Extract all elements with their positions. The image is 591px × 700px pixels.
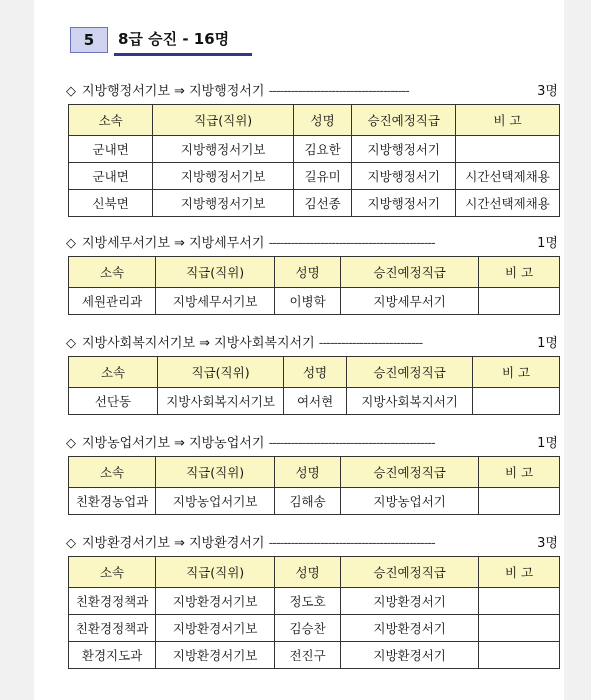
cell-name: 길유미 bbox=[293, 163, 351, 190]
cell-promoted-rank: 지방환경서기 bbox=[341, 615, 479, 642]
section-number: 5 bbox=[70, 27, 108, 53]
cell-remarks bbox=[479, 588, 560, 615]
cell-dept: 친환경정책과 bbox=[69, 588, 156, 615]
group-title-tax bbox=[66, 232, 558, 252]
header-dept: 소속 bbox=[69, 105, 153, 136]
cell-dept: 친환경정책과 bbox=[69, 615, 156, 642]
cell-dept: 선단동 bbox=[69, 388, 158, 415]
cell-rank: 지방환경서기보 bbox=[156, 642, 275, 669]
table-tax bbox=[68, 256, 560, 315]
header-rank: 직급(직위) bbox=[156, 557, 275, 588]
group-count: 1명 bbox=[537, 336, 558, 351]
table-row bbox=[69, 615, 560, 642]
group-title-environment bbox=[66, 532, 558, 552]
group-title-text: 지방농업서기보 ⇒ 지방농업서기 bbox=[82, 436, 265, 451]
table-row bbox=[69, 488, 560, 515]
group-title-text: 지방사회복지서기보 ⇒ 지방사회복지서기 bbox=[82, 336, 315, 351]
cell-remarks: 시간선택제채용 bbox=[456, 163, 560, 190]
cell-rank: 지방환경서기보 bbox=[156, 615, 275, 642]
section-title-underline bbox=[114, 53, 252, 56]
dash-leader: -------------------------------------- bbox=[268, 84, 409, 99]
cell-name: 김해송 bbox=[275, 488, 341, 515]
cell-dept: 군내면 bbox=[69, 163, 153, 190]
diamond-icon: ◇ bbox=[66, 84, 76, 99]
cell-name: 여서현 bbox=[284, 388, 347, 415]
table-agriculture bbox=[68, 456, 560, 515]
header-promoted-rank: 승진예정직급 bbox=[341, 557, 479, 588]
cell-remarks bbox=[479, 642, 560, 669]
table-row bbox=[69, 388, 560, 415]
table-row bbox=[69, 288, 560, 315]
cell-promoted-rank: 지방행정서기 bbox=[352, 136, 456, 163]
header-name: 성명 bbox=[275, 257, 341, 288]
header-remarks: 비 고 bbox=[479, 557, 560, 588]
cell-remarks bbox=[473, 388, 560, 415]
group-title-text: 지방행정서기보 ⇒ 지방행정서기 bbox=[82, 84, 265, 99]
table-header-row bbox=[69, 457, 560, 488]
cell-rank: 지방행정서기보 bbox=[153, 190, 294, 217]
header-name: 성명 bbox=[293, 105, 351, 136]
group-count: 3명 bbox=[537, 84, 558, 99]
cell-dept: 친환경농업과 bbox=[69, 488, 156, 515]
header-promoted-rank: 승진예정직급 bbox=[341, 257, 479, 288]
table-header-row bbox=[69, 257, 560, 288]
table-header-row bbox=[69, 357, 560, 388]
cell-rank: 지방농업서기보 bbox=[156, 488, 275, 515]
cell-promoted-rank: 지방환경서기 bbox=[341, 642, 479, 669]
diamond-icon: ◇ bbox=[66, 536, 76, 551]
header-rank: 직급(직위) bbox=[156, 257, 275, 288]
cell-name: 김요한 bbox=[293, 136, 351, 163]
header-name: 성명 bbox=[275, 457, 341, 488]
document-page bbox=[34, 0, 564, 700]
cell-dept: 신북면 bbox=[69, 190, 153, 217]
table-header-row bbox=[69, 105, 560, 136]
cell-dept: 세원관리과 bbox=[69, 288, 156, 315]
header-remarks: 비 고 bbox=[479, 257, 560, 288]
table-row bbox=[69, 642, 560, 669]
table-header-row bbox=[69, 557, 560, 588]
cell-remarks bbox=[456, 136, 560, 163]
group-count: 3명 bbox=[537, 536, 558, 551]
header-remarks: 비 고 bbox=[479, 457, 560, 488]
cell-rank: 지방행정서기보 bbox=[153, 163, 294, 190]
header-promoted-rank: 승진예정직급 bbox=[347, 357, 473, 388]
table-admin bbox=[68, 104, 560, 217]
cell-rank: 지방행정서기보 bbox=[153, 136, 294, 163]
section-title: 8급 승진 - 16명 bbox=[118, 30, 230, 48]
header-dept: 소속 bbox=[69, 557, 156, 588]
cell-name: 이병학 bbox=[275, 288, 341, 315]
cell-rank: 지방환경서기보 bbox=[156, 588, 275, 615]
cell-promoted-rank: 지방농업서기 bbox=[341, 488, 479, 515]
cell-remarks bbox=[479, 615, 560, 642]
cell-name: 전진구 bbox=[275, 642, 341, 669]
group-title-admin bbox=[66, 80, 558, 100]
cell-name: 김승찬 bbox=[275, 615, 341, 642]
dash-leader: --------------------------------------------- bbox=[268, 236, 435, 251]
cell-name: 김선종 bbox=[293, 190, 351, 217]
cell-name: 정도호 bbox=[275, 588, 341, 615]
group-count: 1명 bbox=[537, 236, 558, 251]
cell-remarks: 시간선택제채용 bbox=[456, 190, 560, 217]
cell-remarks bbox=[479, 288, 560, 315]
table-row bbox=[69, 136, 560, 163]
cell-remarks bbox=[479, 488, 560, 515]
header-rank: 직급(직위) bbox=[156, 457, 275, 488]
header-remarks: 비 고 bbox=[473, 357, 560, 388]
header-promoted-rank: 승진예정직급 bbox=[341, 457, 479, 488]
group-title-agriculture bbox=[66, 432, 558, 452]
cell-promoted-rank: 지방세무서기 bbox=[341, 288, 479, 315]
table-welfare bbox=[68, 356, 560, 415]
header-promoted-rank: 승진예정직급 bbox=[352, 105, 456, 136]
dash-leader: ---------------------------- bbox=[318, 336, 423, 351]
header-remarks: 비 고 bbox=[456, 105, 560, 136]
diamond-icon: ◇ bbox=[66, 236, 76, 251]
cell-rank: 지방사회복지서기보 bbox=[158, 388, 284, 415]
header-rank: 직급(직위) bbox=[158, 357, 284, 388]
cell-promoted-rank: 지방행정서기 bbox=[352, 163, 456, 190]
header-dept: 소속 bbox=[69, 257, 156, 288]
cell-dept: 환경지도과 bbox=[69, 642, 156, 669]
cell-dept: 군내면 bbox=[69, 136, 153, 163]
header-name: 성명 bbox=[284, 357, 347, 388]
header-dept: 소속 bbox=[69, 357, 158, 388]
diamond-icon: ◇ bbox=[66, 336, 76, 351]
group-title-text: 지방세무서기보 ⇒ 지방세무서기 bbox=[82, 236, 265, 251]
group-title-text: 지방환경서기보 ⇒ 지방환경서기 bbox=[82, 536, 265, 551]
group-title-welfare bbox=[66, 332, 558, 352]
header-name: 성명 bbox=[275, 557, 341, 588]
header-rank: 직급(직위) bbox=[153, 105, 294, 136]
header-dept: 소속 bbox=[69, 457, 156, 488]
table-environment bbox=[68, 556, 560, 669]
cell-promoted-rank: 지방사회복지서기 bbox=[347, 388, 473, 415]
table-row bbox=[69, 588, 560, 615]
cell-rank: 지방세무서기보 bbox=[156, 288, 275, 315]
table-row bbox=[69, 190, 560, 217]
cell-promoted-rank: 지방환경서기 bbox=[341, 588, 479, 615]
group-count: 1명 bbox=[537, 436, 558, 451]
cell-promoted-rank: 지방행정서기 bbox=[352, 190, 456, 217]
dash-leader: --------------------------------------------- bbox=[268, 536, 435, 551]
table-row bbox=[69, 163, 560, 190]
diamond-icon: ◇ bbox=[66, 436, 76, 451]
dash-leader: --------------------------------------------- bbox=[268, 436, 435, 451]
